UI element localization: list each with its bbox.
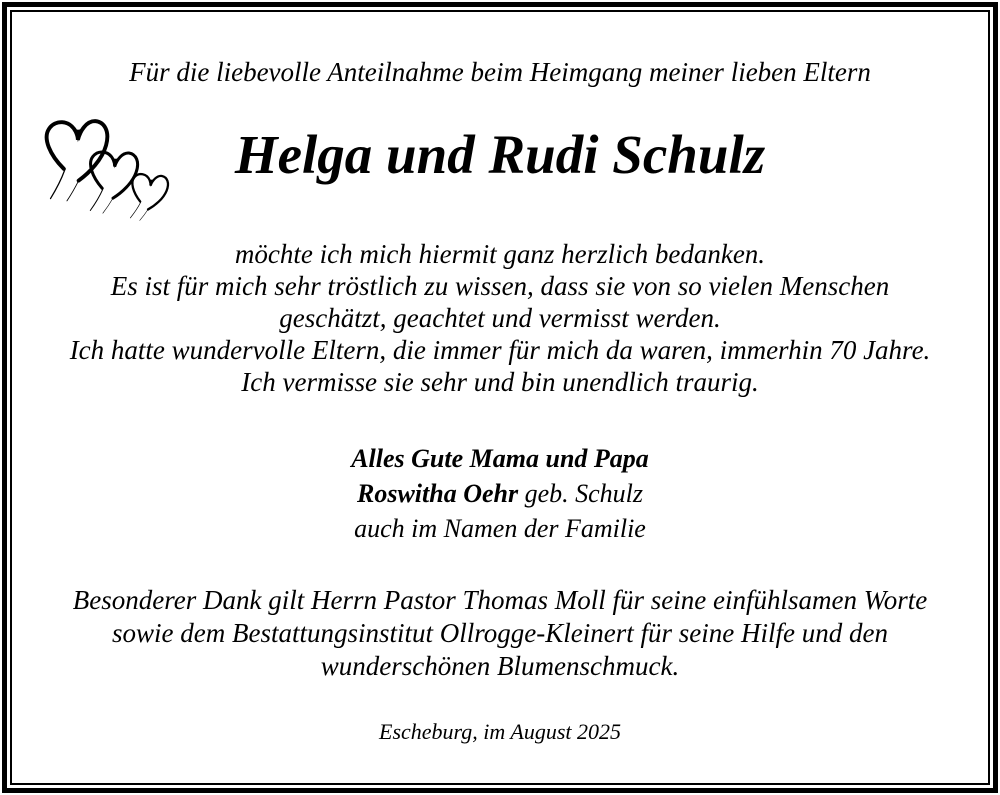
- signature-name-suffix: geb. Schulz: [524, 479, 644, 508]
- body-line-2: Es ist für mich sehr tröstlich zu wissen, dass sie von so vielen Menschen: [110, 271, 890, 301]
- body-line-3: geschätzt, geachtet und vermisst werden.: [279, 303, 721, 333]
- signature-family-line: auch im Namen der Familie: [354, 514, 646, 543]
- intro-line: Für die liebevolle Anteilnahme beim Heimgang meiner lieben Eltern: [129, 57, 871, 87]
- place-date-line: Escheburg, im August 2025: [379, 719, 621, 744]
- thanks-line-1: Besonderer Dank gilt Herrn Pastor Thomas Moll für seine einfühlsamen Worte: [72, 585, 928, 615]
- signature-name-line: [0, 476, 1000, 511]
- thanks-line-2: sowie dem Bestattungsinstitut Ollrogge-Kleinert für seine Hilfe und den: [112, 618, 888, 648]
- signature-name: Roswitha Oehr: [356, 479, 519, 508]
- body-line-1: möchte ich mich hiermit ganz herzlich bedanken.: [234, 239, 766, 269]
- signature-greeting: Alles Gute Mama und Papa: [351, 444, 649, 473]
- special-thanks-paragraph: [0, 584, 1000, 683]
- thanks-line-3: wunderschönen Blumenschmuck.: [320, 651, 680, 681]
- body-line-5: Ich vermisse sie sehr und bin unendlich traurig.: [241, 367, 759, 397]
- deceased-names-title: Helga und Rudi Schulz: [234, 124, 766, 185]
- signature-block: [0, 441, 1000, 546]
- body-line-4: Ich hatte wundervolle Eltern, die immer für mich da waren, immerhin 70 Jahre.: [69, 335, 931, 365]
- thanks-paragraph: [0, 238, 1000, 398]
